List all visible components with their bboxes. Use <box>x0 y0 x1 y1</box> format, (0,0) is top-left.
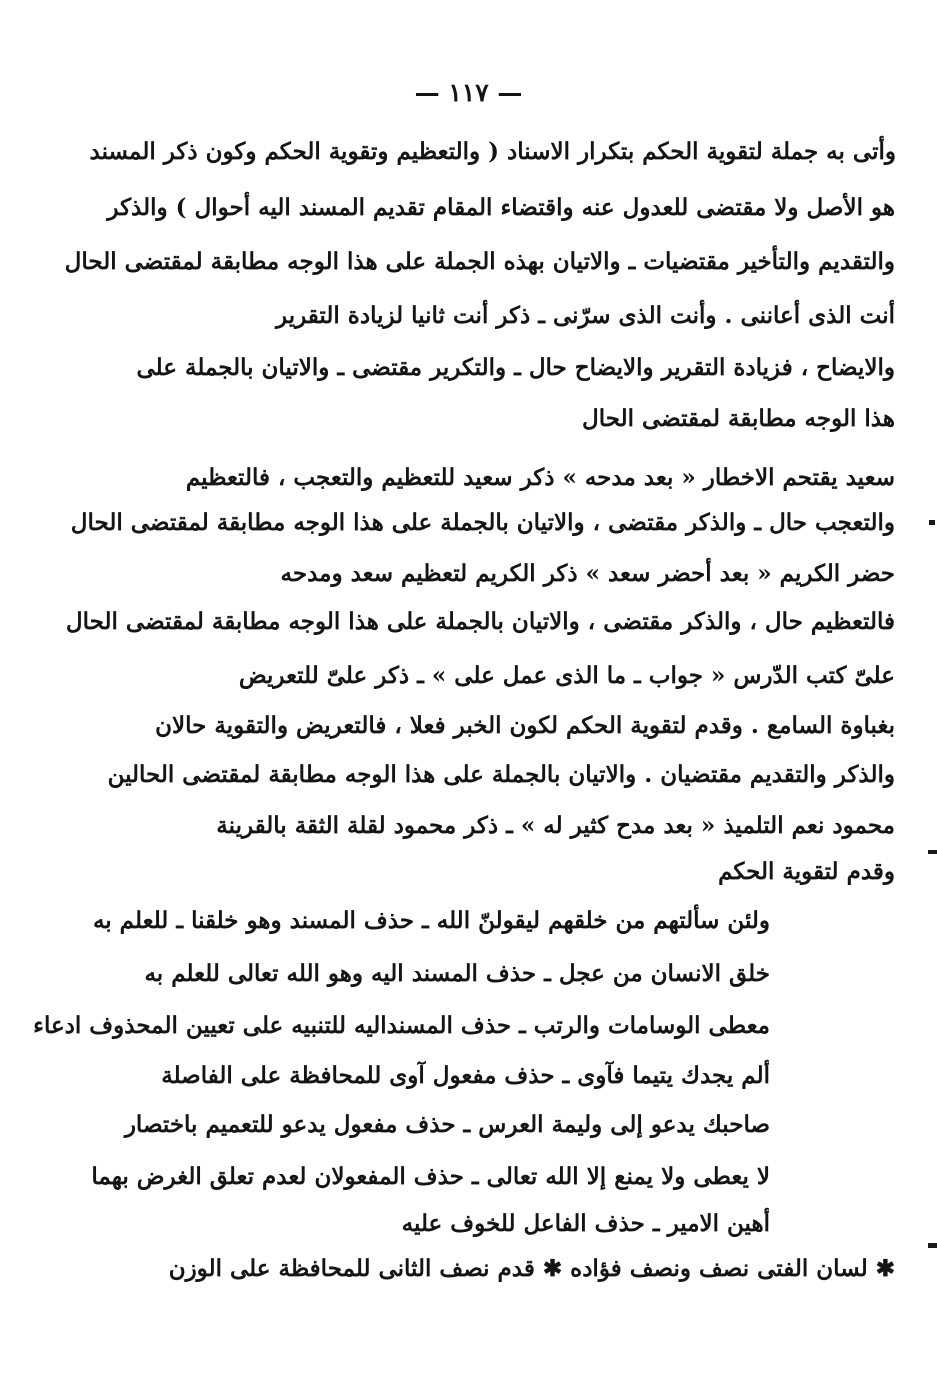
margin-mark <box>928 850 937 854</box>
margin-mark <box>929 520 935 525</box>
text-line: والتعجب حال ـ والذكر مقتضى ، والاتيان بالجملة على هذا الوجه مطابقة لمقتضى الحال <box>70 509 895 536</box>
text-line: بغباوة السامع . وقدم لتقوية الحكم لكون الخبر فعلا ، فالتعريض والتقوية حالان <box>155 712 895 739</box>
text-line: والذكر والتقديم مقتضيان . والاتيان بالجملة على هذا الوجه مطابقة لمقتضى الحالين <box>107 761 895 788</box>
text-line: لا يعطى ولا يمنع إلا الله تعالى ـ حذف المفعولان لعدم تعلق الغرض بهما <box>91 1163 770 1190</box>
text-line: خلق الانسان من عجل ـ حذف المسند اليه وهو الله تعالى للعلم به <box>144 960 770 987</box>
text-line: معطى الوسامات والرتب ـ حذف المسنداليه للتنبيه على تعيين المحذوف ادعاء <box>33 1012 770 1039</box>
text-line: محمود نعم التلميذ « بعد مدح كثير له » ـ ذكر محمود لقلة الثقة بالقرينة <box>216 812 895 839</box>
text-line: صاحبك يدعو إلى وليمة العرس ـ حذف مفعول يدعو للتعميم باختصار <box>124 1111 770 1138</box>
text-line: أهين الامير ـ حذف الفاعل للخوف عليه <box>401 1210 770 1237</box>
text-line: فالتعظيم حال ، والذكر مقتضى ، والاتيان بالجملة على هذا الوجه مطابقة لمقتضى الحال <box>65 608 895 635</box>
text-line: والتقديم والتأخير مقتضيات ـ والاتيان بهذه الجملة على هذا الوجه مطابقة لمقتضى الحال <box>64 248 895 275</box>
text-line: وقدم لتقوية الحكم <box>718 858 895 885</box>
text-line: حضر الكريم « بعد أحضر سعد » ذكر الكريم لتعظيم سعد ومدحه <box>280 560 895 587</box>
page-number: — ١١٧ — <box>414 78 523 107</box>
margin-mark <box>928 1243 937 1248</box>
text-line: والايضاح ، فزيادة التقرير والايضاح حال ـ والتكرير مقتضى ـ والاتيان بالجملة على <box>136 354 895 381</box>
text-line: هذا الوجه مطابقة لمقتضى الحال <box>582 405 895 432</box>
text-line: ✱ لسان الفتى نصف ونصف فؤاده ✱ قدم نصف الثانى للمحافظة على الوزن <box>168 1255 895 1282</box>
text-line: علىّ كتب الدّرس « جواب ـ ما الذى عمل على » ـ ذكر علىّ للتعريض <box>238 662 895 689</box>
text-line: ألم يجدك يتيما فآوى ـ حذف مفعول آوى للمحافظة على الفاصلة <box>161 1062 770 1089</box>
text-line: ولئن سألتهم من خلقهم ليقولنّ الله ـ حذف المسند وهو خلقنا ـ للعلم به <box>92 907 770 934</box>
text-line: أنت الذى أعاننى . وأنت الذى سرّنى ـ ذكر أنت ثانيا لزيادة التقرير <box>276 302 895 329</box>
text-line: وأتى به جملة لتقوية الحكم بتكرار الاسناد ( والتعظيم وتقوية الحكم وكون ذكر المسند <box>89 138 896 165</box>
text-line: سعيد يقتحم الاخطار « بعد مدحه » ذكر سعيد للتعظيم والتعجب ، فالتعظيم <box>185 464 895 491</box>
text-line: هو الأصل ولا مقتضى للعدول عنه واقتضاء المقام تقديم المسند اليه أحوال ) والذكر <box>107 194 895 221</box>
